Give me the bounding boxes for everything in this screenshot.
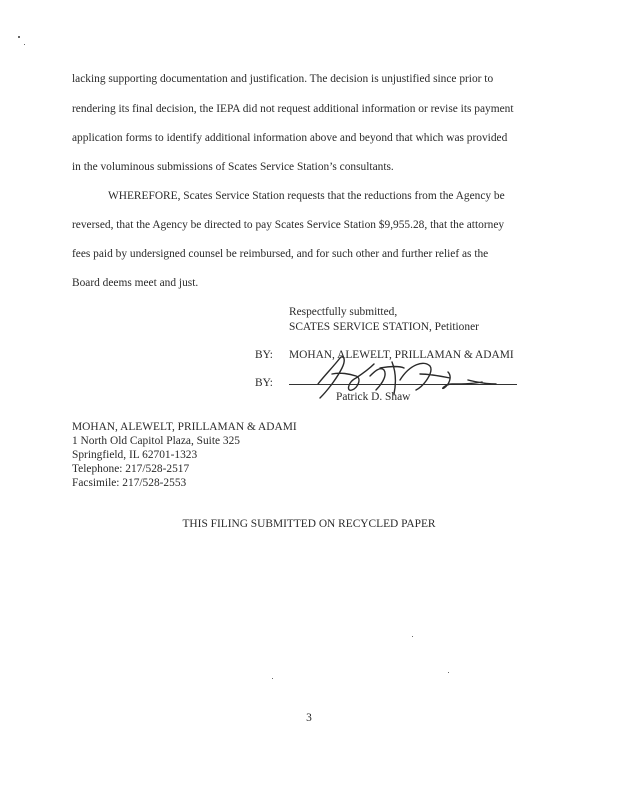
body-text-line: in the voluminous submissions of Scates Service Station’s consultants. bbox=[72, 161, 394, 173]
scan-speck bbox=[448, 672, 449, 673]
firm-address-name: MOHAN, ALEWELT, PRILLAMAN & ADAMI bbox=[72, 421, 297, 433]
body-text-line: lacking supporting documentation and justification. The decision is unjustified since prior to bbox=[72, 73, 494, 85]
scan-speck bbox=[412, 636, 413, 637]
scan-speck bbox=[24, 44, 25, 45]
firm-telephone: Telephone: 217/528-2517 bbox=[72, 463, 190, 475]
party-name: SCATES SERVICE STATION, Petitioner bbox=[289, 321, 479, 333]
body-text-line: application forms to identify additional information above and beyond that which was provided bbox=[72, 132, 508, 144]
page-number: 3 bbox=[306, 712, 312, 724]
by-label: BY: bbox=[255, 377, 273, 389]
signer-name: Patrick D. Shaw bbox=[336, 391, 411, 403]
firm-address-street: 1 North Old Capitol Plaza, Suite 325 bbox=[72, 435, 240, 447]
firm-name: MOHAN, ALEWELT, PRILLAMAN & ADAMI bbox=[289, 349, 514, 361]
body-text-line: Board deems meet and just. bbox=[72, 277, 199, 289]
firm-facsimile: Facsimile: 217/528-2553 bbox=[72, 477, 187, 489]
body-text-line: reversed, that the Agency be directed to pay Scates Service Station $9,955.28, that the attorney bbox=[72, 219, 505, 231]
body-text-line: WHEREFORE, Scates Service Station requests that the reductions from the Agency be bbox=[108, 190, 505, 202]
firm-address-city: Springfield, IL 62701-1323 bbox=[72, 449, 198, 461]
by-label: BY: bbox=[255, 349, 273, 361]
scan-speck bbox=[272, 678, 273, 679]
body-text-line: rendering its final decision, the IEPA did not request additional information or revise its payment bbox=[72, 103, 514, 115]
recycled-paper-notice: THIS FILING SUBMITTED ON RECYCLED PAPER bbox=[182, 518, 436, 530]
body-text-line: fees paid by undersigned counsel be reimbursed, and for such other and further relief as the bbox=[72, 248, 489, 260]
closing-text: Respectfully submitted, bbox=[289, 306, 398, 318]
scan-speck bbox=[18, 36, 20, 38]
